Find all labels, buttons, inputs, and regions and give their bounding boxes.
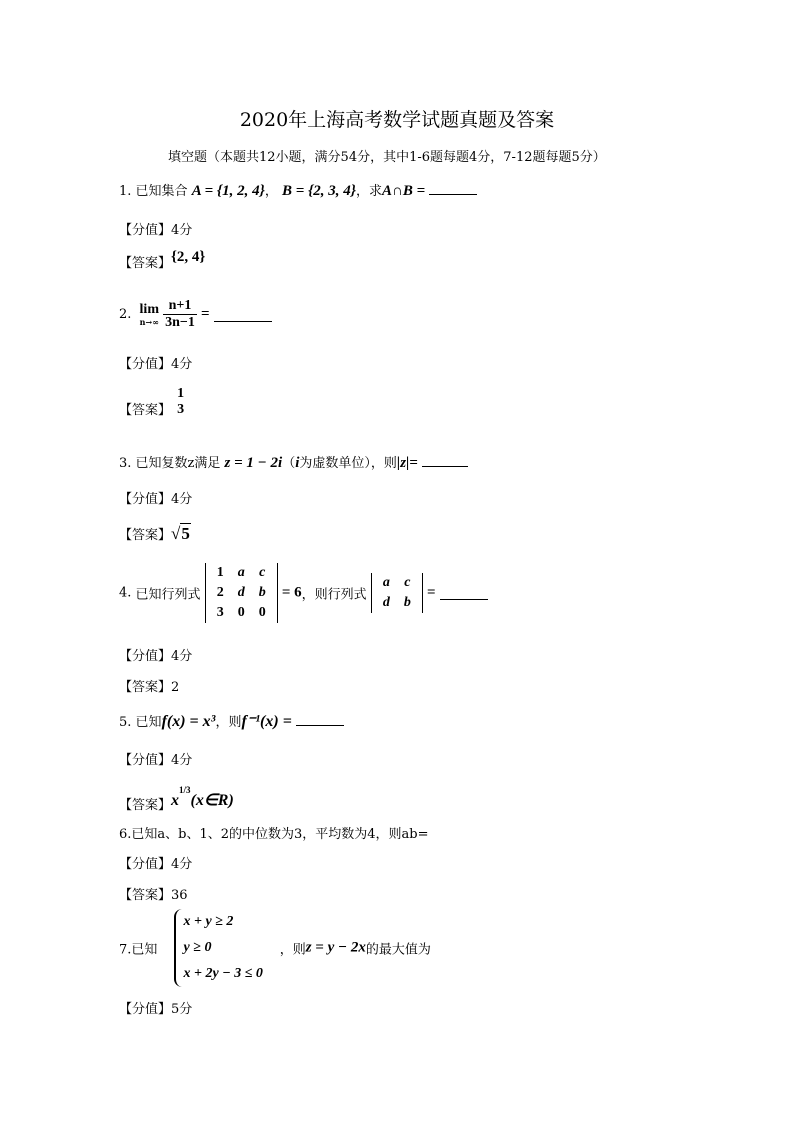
question-6: 6.已知a、b、1、2的中位数为3，平均数为4，则ab=: [119, 827, 429, 842]
question-2: [119, 298, 272, 331]
score-label: 【分值】: [119, 357, 172, 372]
sqrt-radicand: 5: [181, 524, 190, 543]
answer-label: 【答案】: [119, 680, 172, 695]
q5-number: 5.: [119, 715, 132, 730]
question-3: [119, 452, 468, 472]
det-cell: 0: [237, 605, 245, 620]
det-cell: 2: [216, 585, 224, 600]
q3-number: 3.: [119, 456, 132, 471]
score-label: 【分值】: [119, 223, 172, 238]
q1-text-a: 已知集合: [135, 184, 188, 199]
score-value: 4分: [171, 492, 193, 507]
answer-fraction: [175, 386, 186, 418]
q7-text-b: ，则: [279, 942, 306, 958]
q2-answer: [119, 386, 186, 418]
determinant-2x2: [371, 573, 423, 613]
q5-text-b: ，则: [215, 715, 242, 730]
det-cell: d: [382, 595, 390, 610]
answer-blank: [296, 712, 344, 726]
score-label: 【分值】: [119, 753, 172, 768]
question-7: [119, 909, 431, 987]
q2-limit: [140, 303, 159, 327]
q1-set-a: A = {1, 2, 4}: [191, 183, 265, 199]
answer-blank: [429, 181, 477, 195]
q3-i: i: [295, 455, 300, 471]
q4-answer: [119, 676, 179, 695]
det-cell: a: [237, 565, 245, 580]
section-heading: 填空题（本题共12小题，满分54分，其中1-6题每题4分，7-12题每题5分）: [168, 150, 606, 165]
q4-eq: =: [426, 584, 436, 601]
score-label: 【分值】: [119, 857, 172, 872]
q4-text-b: ，则行列式: [301, 587, 367, 603]
determinant-3x3: [205, 563, 278, 623]
inequality-line: y ≥ 0: [183, 940, 212, 955]
answer-blank: [214, 308, 272, 322]
answer-label: 【答案】: [119, 798, 172, 813]
q1-expr: A∩B =: [382, 183, 426, 199]
q1-sep: ，: [264, 184, 278, 199]
q3-eq: =: [409, 455, 418, 471]
answer-blank: [440, 586, 488, 600]
fraction-denominator: 3n−1: [165, 315, 195, 330]
q3-abs: |z|: [396, 455, 410, 471]
fraction-denominator: 3: [177, 402, 185, 417]
det-cell: b: [403, 595, 411, 610]
fraction-numerator: n+1: [163, 298, 197, 315]
det-cell: 3: [216, 605, 224, 620]
q1-score: [119, 219, 192, 238]
q5-expr2: f⁻¹(x) =: [241, 713, 292, 730]
fraction-numerator: 1: [177, 386, 185, 401]
q2-number: 2.: [119, 307, 132, 322]
q4-score: [119, 645, 192, 664]
q2-eq: =: [201, 306, 210, 322]
answer-label: 【答案】: [119, 528, 172, 543]
q3-score: [119, 488, 192, 507]
q7-text-a: 7.已知: [119, 942, 158, 958]
score-value: 4分: [171, 649, 193, 664]
q5-text-a: 已知: [135, 715, 162, 730]
q4-text-a: 已知行列式: [135, 587, 201, 603]
q3-answer: [119, 524, 191, 544]
score-label: 【分值】: [119, 649, 172, 664]
q1-answer: [119, 249, 206, 272]
det-cell: c: [259, 565, 266, 580]
q2-fraction: [163, 298, 197, 331]
q3-expr: z = 1 − 2i: [224, 455, 283, 471]
sqrt-expression: √5: [171, 524, 190, 543]
q4-eq6: = 6: [281, 584, 302, 601]
det-cell: 0: [258, 605, 266, 620]
det-cell: a: [382, 575, 390, 590]
page-title: 2020年上海高考数学试题真题及答案: [239, 109, 555, 131]
q5-expr1: f(x) = x³: [161, 713, 216, 730]
answer-base: x: [171, 792, 180, 809]
limit-subscript: n→∞: [139, 316, 159, 327]
q4-number: 4.: [119, 585, 132, 601]
score-label: 【分值】: [119, 492, 172, 507]
answer-label: 【答案】: [119, 403, 172, 418]
score-value: 4分: [171, 857, 193, 872]
q1-text-b: ，求: [356, 184, 383, 199]
answer-blank: [422, 453, 468, 467]
det-cell: 1: [216, 565, 224, 580]
answer-value: 2: [171, 680, 180, 695]
q1-set-b: B = {2, 3, 4}: [282, 183, 357, 199]
det-cell: c: [404, 575, 411, 590]
question-5: [119, 711, 344, 731]
inequality-line: x + y ≥ 2: [183, 914, 234, 929]
q2-score: [119, 353, 192, 372]
det-cell: b: [258, 585, 266, 600]
answer-label: 【答案】: [119, 256, 172, 271]
answer-value: {2, 4}: [171, 249, 206, 265]
q7-expr: z = y − 2x: [305, 939, 366, 956]
score-label: 【分值】: [119, 1002, 172, 1017]
q6-answer: [119, 884, 188, 903]
question-4: [119, 563, 488, 623]
q5-answer: [119, 780, 234, 813]
q7-text-c: 的最大值为: [365, 942, 431, 958]
score-value: 5分: [171, 1002, 193, 1017]
score-value: 4分: [171, 753, 193, 768]
inequality-system: [174, 909, 276, 987]
question-1: [119, 180, 477, 200]
det-cell: d: [237, 585, 245, 600]
score-value: 4分: [171, 357, 193, 372]
answer-exponent: 1/3: [179, 785, 191, 795]
score-value: 4分: [171, 223, 193, 238]
answer-label: 【答案】: [119, 888, 172, 903]
limit-operator: lim: [139, 301, 159, 317]
q3-text-c: 为虚数单位），则: [299, 456, 397, 471]
q5-score: [119, 749, 192, 768]
q7-score: [119, 998, 192, 1017]
answer-domain: (x∈R): [190, 792, 234, 809]
brace-icon: [174, 909, 184, 987]
inequality-line: x + 2y − 3 ≤ 0: [183, 966, 263, 981]
answer-value: 36: [171, 888, 188, 903]
q6-score: [119, 853, 192, 872]
q3-text-b: （: [282, 456, 296, 471]
q1-number: 1.: [119, 184, 132, 199]
q3-text-a: 已知复数z满足: [135, 456, 221, 471]
